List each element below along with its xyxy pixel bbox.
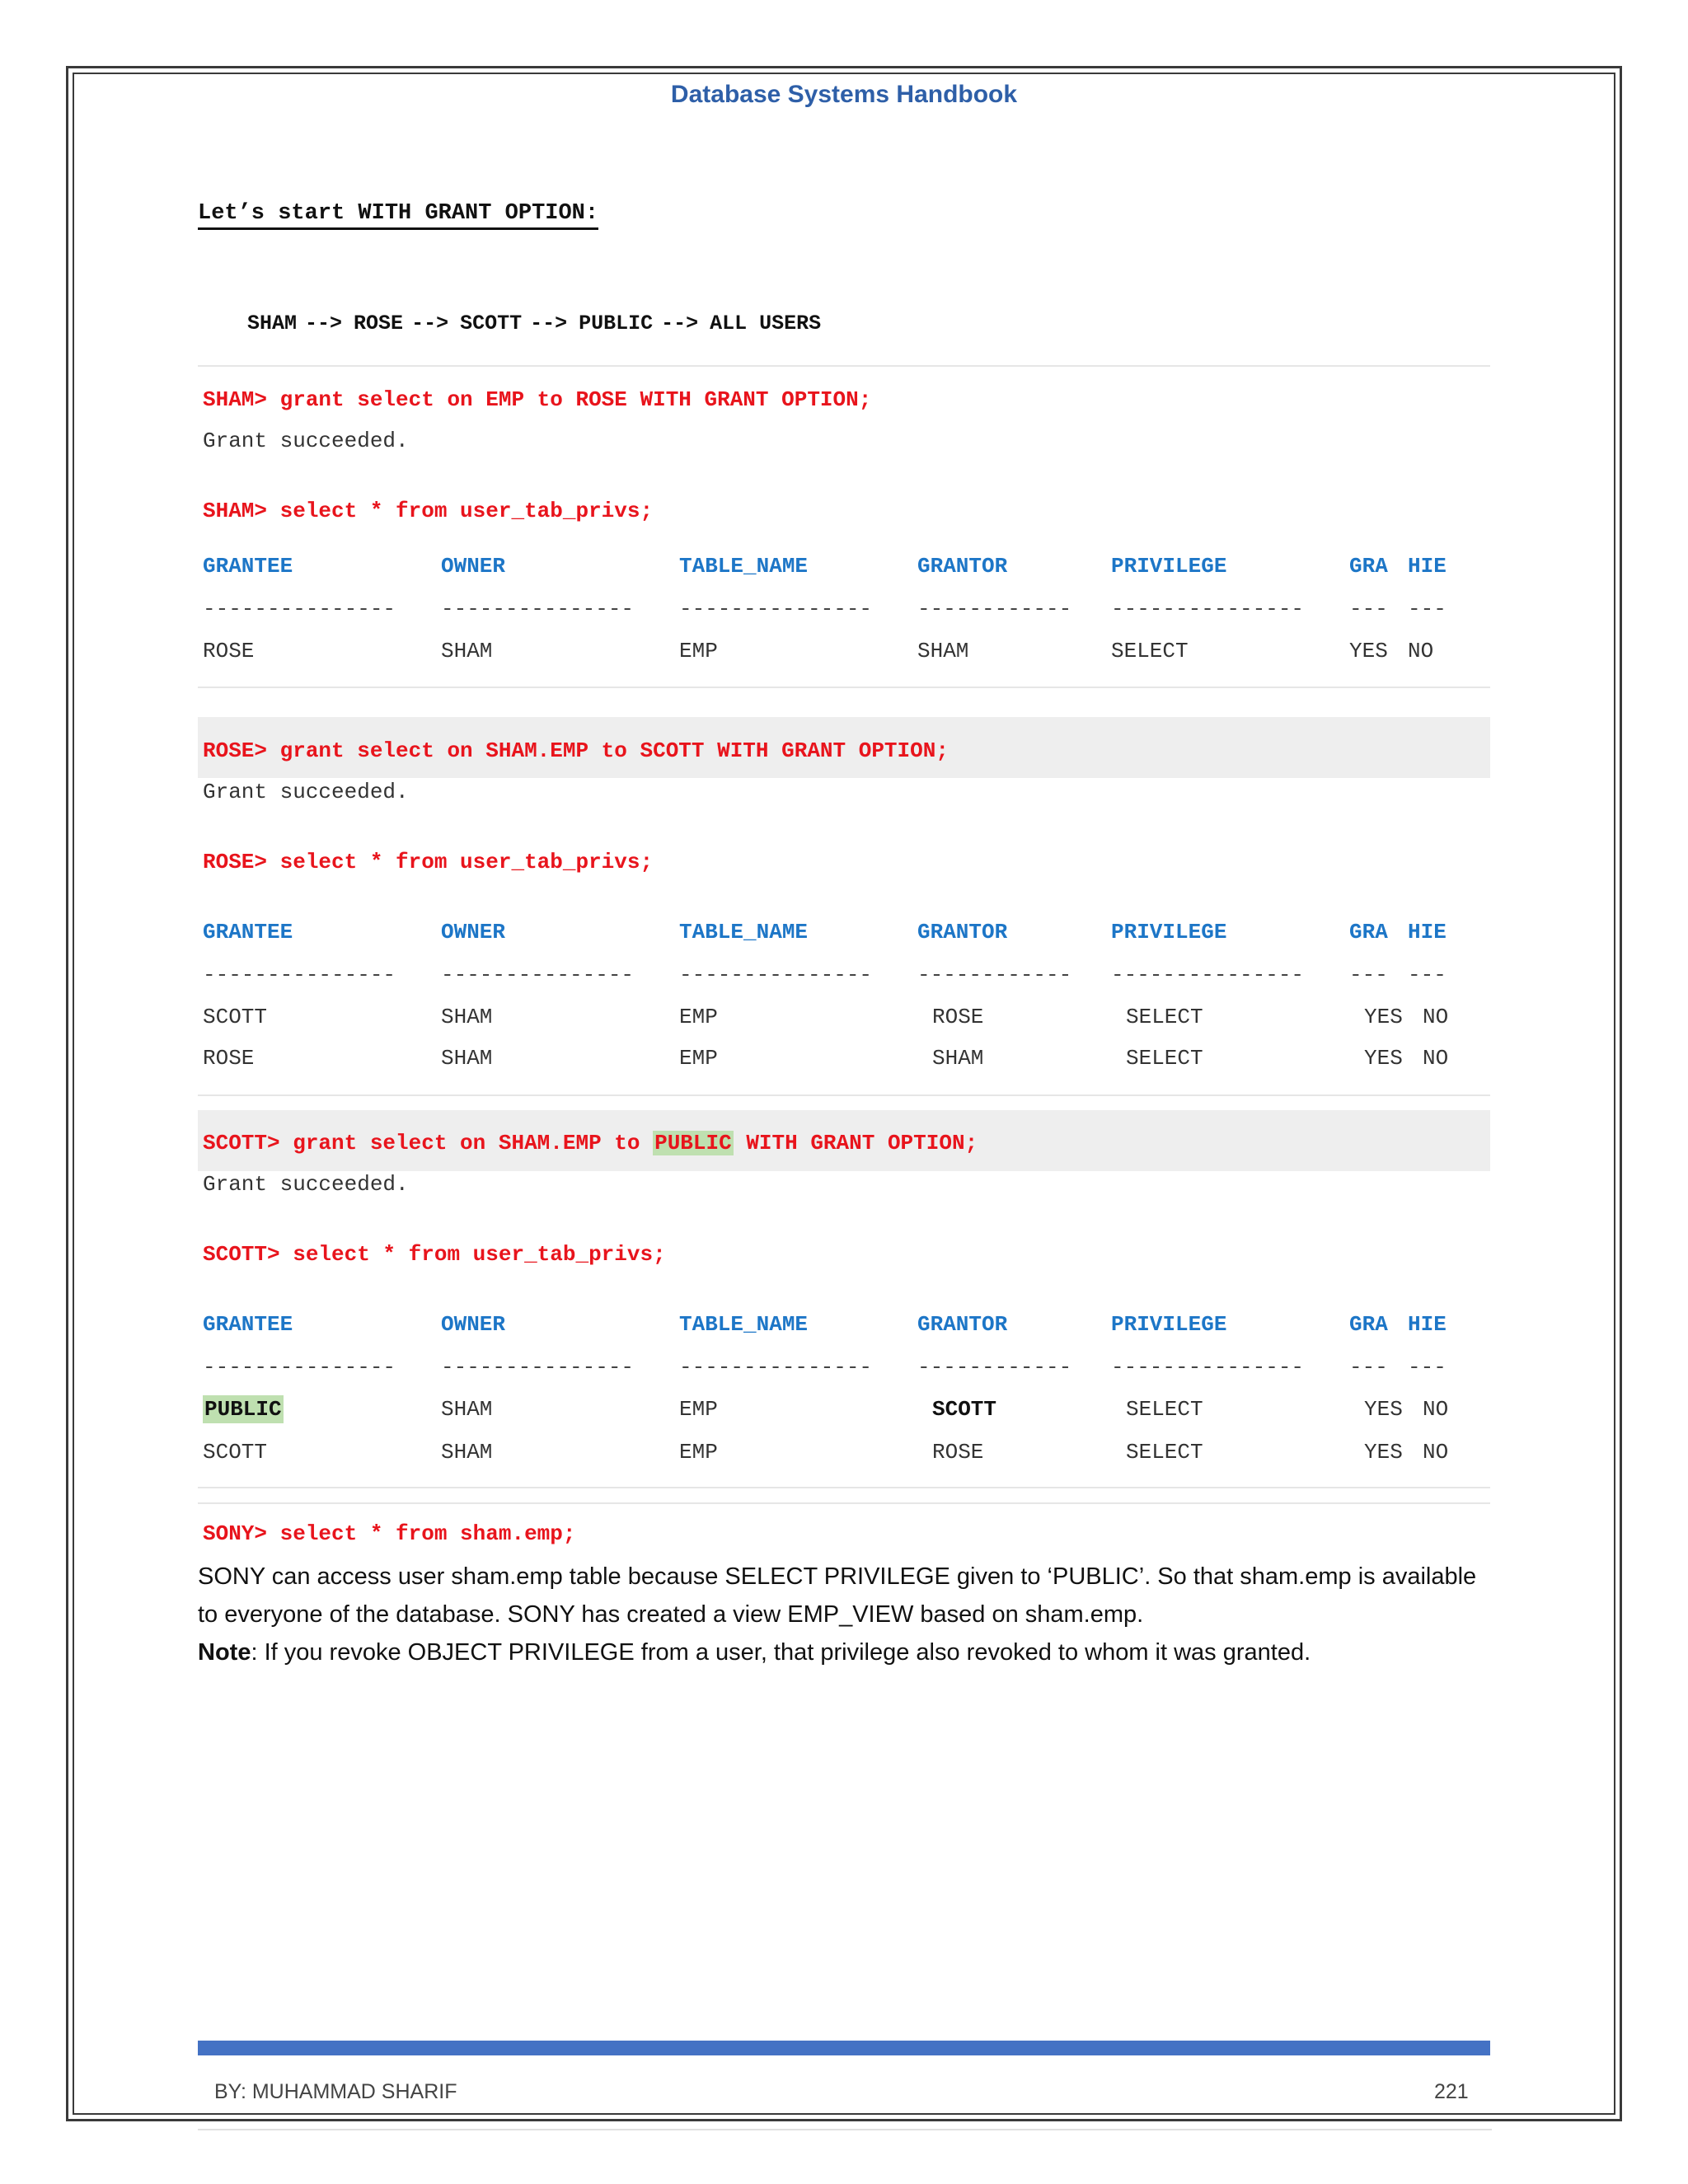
dash-cell: --- xyxy=(1349,1355,1388,1380)
cell-grantor: SHAM xyxy=(932,1046,984,1071)
cell-owner: SHAM xyxy=(441,639,493,663)
cell-grantee: SCOTT xyxy=(203,1440,268,1465)
note-text: : If you revoke OBJECT PRIVILEGE from a user, that privilege also revoked to whom it was granted. xyxy=(251,1639,1311,1666)
column-header: GRANTOR xyxy=(917,1312,1008,1337)
cell-grantee: ROSE xyxy=(203,1046,255,1071)
table-row xyxy=(203,637,1489,665)
column-header: HIE xyxy=(1408,554,1447,579)
divider xyxy=(198,1487,1490,1488)
sql-command: SHAM> grant select on EMP to ROSE WITH GRANT OPTION; xyxy=(203,387,872,412)
table-separator xyxy=(203,961,1489,989)
dash-cell: --- xyxy=(1349,597,1388,621)
cell-hie: NO xyxy=(1408,639,1434,663)
sql-command-text: WITH GRANT OPTION; xyxy=(733,1131,978,1155)
column-header: OWNER xyxy=(441,1312,506,1337)
cell-gra: YES xyxy=(1364,1397,1403,1422)
column-header: GRANTEE xyxy=(203,554,293,579)
flow-item: SCOTT xyxy=(460,312,523,335)
column-header: GRA xyxy=(1349,1312,1388,1337)
column-header: GRA xyxy=(1349,920,1388,944)
section-heading: Let’s start WITH GRANT OPTION: xyxy=(198,200,598,230)
cell-grantor: SCOTT xyxy=(932,1397,997,1422)
cell-hie: NO xyxy=(1423,1397,1449,1422)
table-row xyxy=(203,1438,1489,1466)
dash-cell: --------------- xyxy=(441,597,635,621)
dash-cell: --------------- xyxy=(679,1355,873,1380)
dash-cell: ------------ xyxy=(917,963,1072,987)
paragraph-line: to everyone of the database. SONY has created a view EMP_VIEW based on sham.emp. xyxy=(198,1601,1144,1628)
cell-grantee: ROSE xyxy=(203,639,255,663)
cell-table-name: EMP xyxy=(679,1397,718,1422)
arrow-icon: --> xyxy=(530,312,568,335)
divider xyxy=(198,687,1490,688)
table-header xyxy=(203,1310,1489,1338)
cell-privilege: SELECT xyxy=(1111,639,1189,663)
sql-command: ROSE> grant select on SHAM.EMP to SCOTT WITH GRANT OPTION; xyxy=(203,738,949,763)
column-header: GRANTOR xyxy=(917,920,1008,944)
sql-command: SHAM> select * from user_tab_privs; xyxy=(203,499,654,523)
cell-gra: YES xyxy=(1364,1440,1403,1465)
table-separator xyxy=(203,1353,1489,1381)
page-border-inner xyxy=(73,73,1615,2115)
column-header: PRIVILEGE xyxy=(1111,1312,1227,1337)
sql-command xyxy=(203,1129,978,1157)
column-header: PRIVILEGE xyxy=(1111,920,1227,944)
dash-cell: ------------ xyxy=(917,1355,1072,1380)
column-header: HIE xyxy=(1408,1312,1447,1337)
dash-cell: --------------- xyxy=(203,1355,396,1380)
column-header: GRANTEE xyxy=(203,1312,293,1337)
column-header: TABLE_NAME xyxy=(679,1312,809,1337)
dash-cell: ------------ xyxy=(917,597,1072,621)
column-header: PRIVILEGE xyxy=(1111,554,1227,579)
cell-hie: NO xyxy=(1423,1440,1449,1465)
dash-cell: --------------- xyxy=(679,963,873,987)
cell-owner: SHAM xyxy=(441,1440,493,1465)
dash-cell: --------------- xyxy=(679,597,873,621)
footer-author: BY: MUHAMMAD SHARIF xyxy=(214,2080,457,2103)
column-header: OWNER xyxy=(441,554,506,579)
sql-command: SONY> select * from sham.emp; xyxy=(203,1521,576,1546)
explanation-paragraph xyxy=(198,1558,1492,1671)
table-row xyxy=(203,1395,1489,1423)
flow-item: ALL USERS xyxy=(710,312,822,335)
cell-hie: NO xyxy=(1423,1046,1449,1071)
cell-owner: SHAM xyxy=(441,1005,493,1029)
grant-flow xyxy=(198,284,829,363)
cell-gra: YES xyxy=(1364,1046,1403,1071)
paragraph-line: SONY can access user sham.emp table because SELECT PRIVILEGE given to ‘PUBLIC’. So that sham.emp is available xyxy=(198,1563,1477,1590)
note-label: Note xyxy=(198,1639,251,1666)
cell-owner: SHAM xyxy=(441,1397,493,1422)
arrow-icon: --> xyxy=(305,312,343,335)
cell-privilege: SELECT xyxy=(1126,1005,1203,1029)
note-line xyxy=(198,1633,1492,1671)
cell-table-name: EMP xyxy=(679,1046,718,1071)
cell-table-name: EMP xyxy=(679,1005,718,1029)
table-header xyxy=(203,918,1489,946)
page-header-title: Database Systems Handbook xyxy=(670,81,1018,108)
cell-gra: YES xyxy=(1349,639,1388,663)
flow-item: SHAM xyxy=(247,312,298,335)
dash-cell: --- xyxy=(1408,1355,1447,1380)
dash-cell: --------------- xyxy=(1111,597,1305,621)
sql-command: ROSE> select * from user_tab_privs; xyxy=(203,850,654,874)
cell-gra: YES xyxy=(1364,1005,1403,1029)
arrow-icon: --> xyxy=(411,312,449,335)
column-header: GRA xyxy=(1349,554,1388,579)
dash-cell: --------------- xyxy=(1111,963,1305,987)
sql-output: Grant succeeded. xyxy=(203,1172,409,1197)
dash-cell: --- xyxy=(1349,963,1388,987)
divider xyxy=(198,1094,1490,1096)
cell-grantor: ROSE xyxy=(932,1440,984,1465)
column-header: TABLE_NAME xyxy=(679,554,809,579)
column-header: GRANTOR xyxy=(917,554,1008,579)
dash-cell: --------------- xyxy=(1111,1355,1305,1380)
divider xyxy=(198,365,1490,367)
dash-cell: --------------- xyxy=(203,597,396,621)
cell-grantee: PUBLIC xyxy=(204,1397,282,1422)
sql-output: Grant succeeded. xyxy=(203,780,409,804)
dash-cell: --------------- xyxy=(203,963,396,987)
sql-command: SCOTT> select * from user_tab_privs; xyxy=(203,1242,666,1267)
table-separator xyxy=(203,595,1489,623)
arrow-icon: --> xyxy=(661,312,699,335)
column-header: TABLE_NAME xyxy=(679,920,809,944)
table-header xyxy=(203,552,1489,580)
divider xyxy=(198,1502,1490,1504)
page-number: 221 xyxy=(1434,2080,1469,2103)
bottom-divider xyxy=(198,2129,1492,2130)
table-row xyxy=(203,1044,1489,1072)
dash-cell: --------------- xyxy=(441,1355,635,1380)
cell-privilege: SELECT xyxy=(1126,1440,1203,1465)
column-header: OWNER xyxy=(441,920,506,944)
sql-command-text: SCOTT> grant select on SHAM.EMP to xyxy=(203,1131,654,1155)
column-header: HIE xyxy=(1408,920,1447,944)
cell-table-name: EMP xyxy=(679,1440,718,1465)
sql-output: Grant succeeded. xyxy=(203,429,409,453)
cell-privilege: SELECT xyxy=(1126,1046,1203,1071)
cell-grantor: SHAM xyxy=(917,639,969,663)
cell-privilege: SELECT xyxy=(1126,1397,1203,1422)
column-header: GRANTEE xyxy=(203,920,293,944)
cell-grantee: SCOTT xyxy=(203,1005,268,1029)
dash-cell: --------------- xyxy=(441,963,635,987)
footer-bar xyxy=(198,2041,1490,2055)
dash-cell: --- xyxy=(1408,597,1447,621)
dash-cell: --- xyxy=(1408,963,1447,987)
flow-item: PUBLIC xyxy=(579,312,654,335)
highlight-public: PUBLIC xyxy=(654,1131,732,1155)
cell-table-name: EMP xyxy=(679,639,718,663)
cell-grantor: ROSE xyxy=(932,1005,984,1029)
cell-owner: SHAM xyxy=(441,1046,493,1071)
cell-hie: NO xyxy=(1423,1005,1449,1029)
flow-item: ROSE xyxy=(354,312,404,335)
table-row xyxy=(203,1003,1489,1031)
